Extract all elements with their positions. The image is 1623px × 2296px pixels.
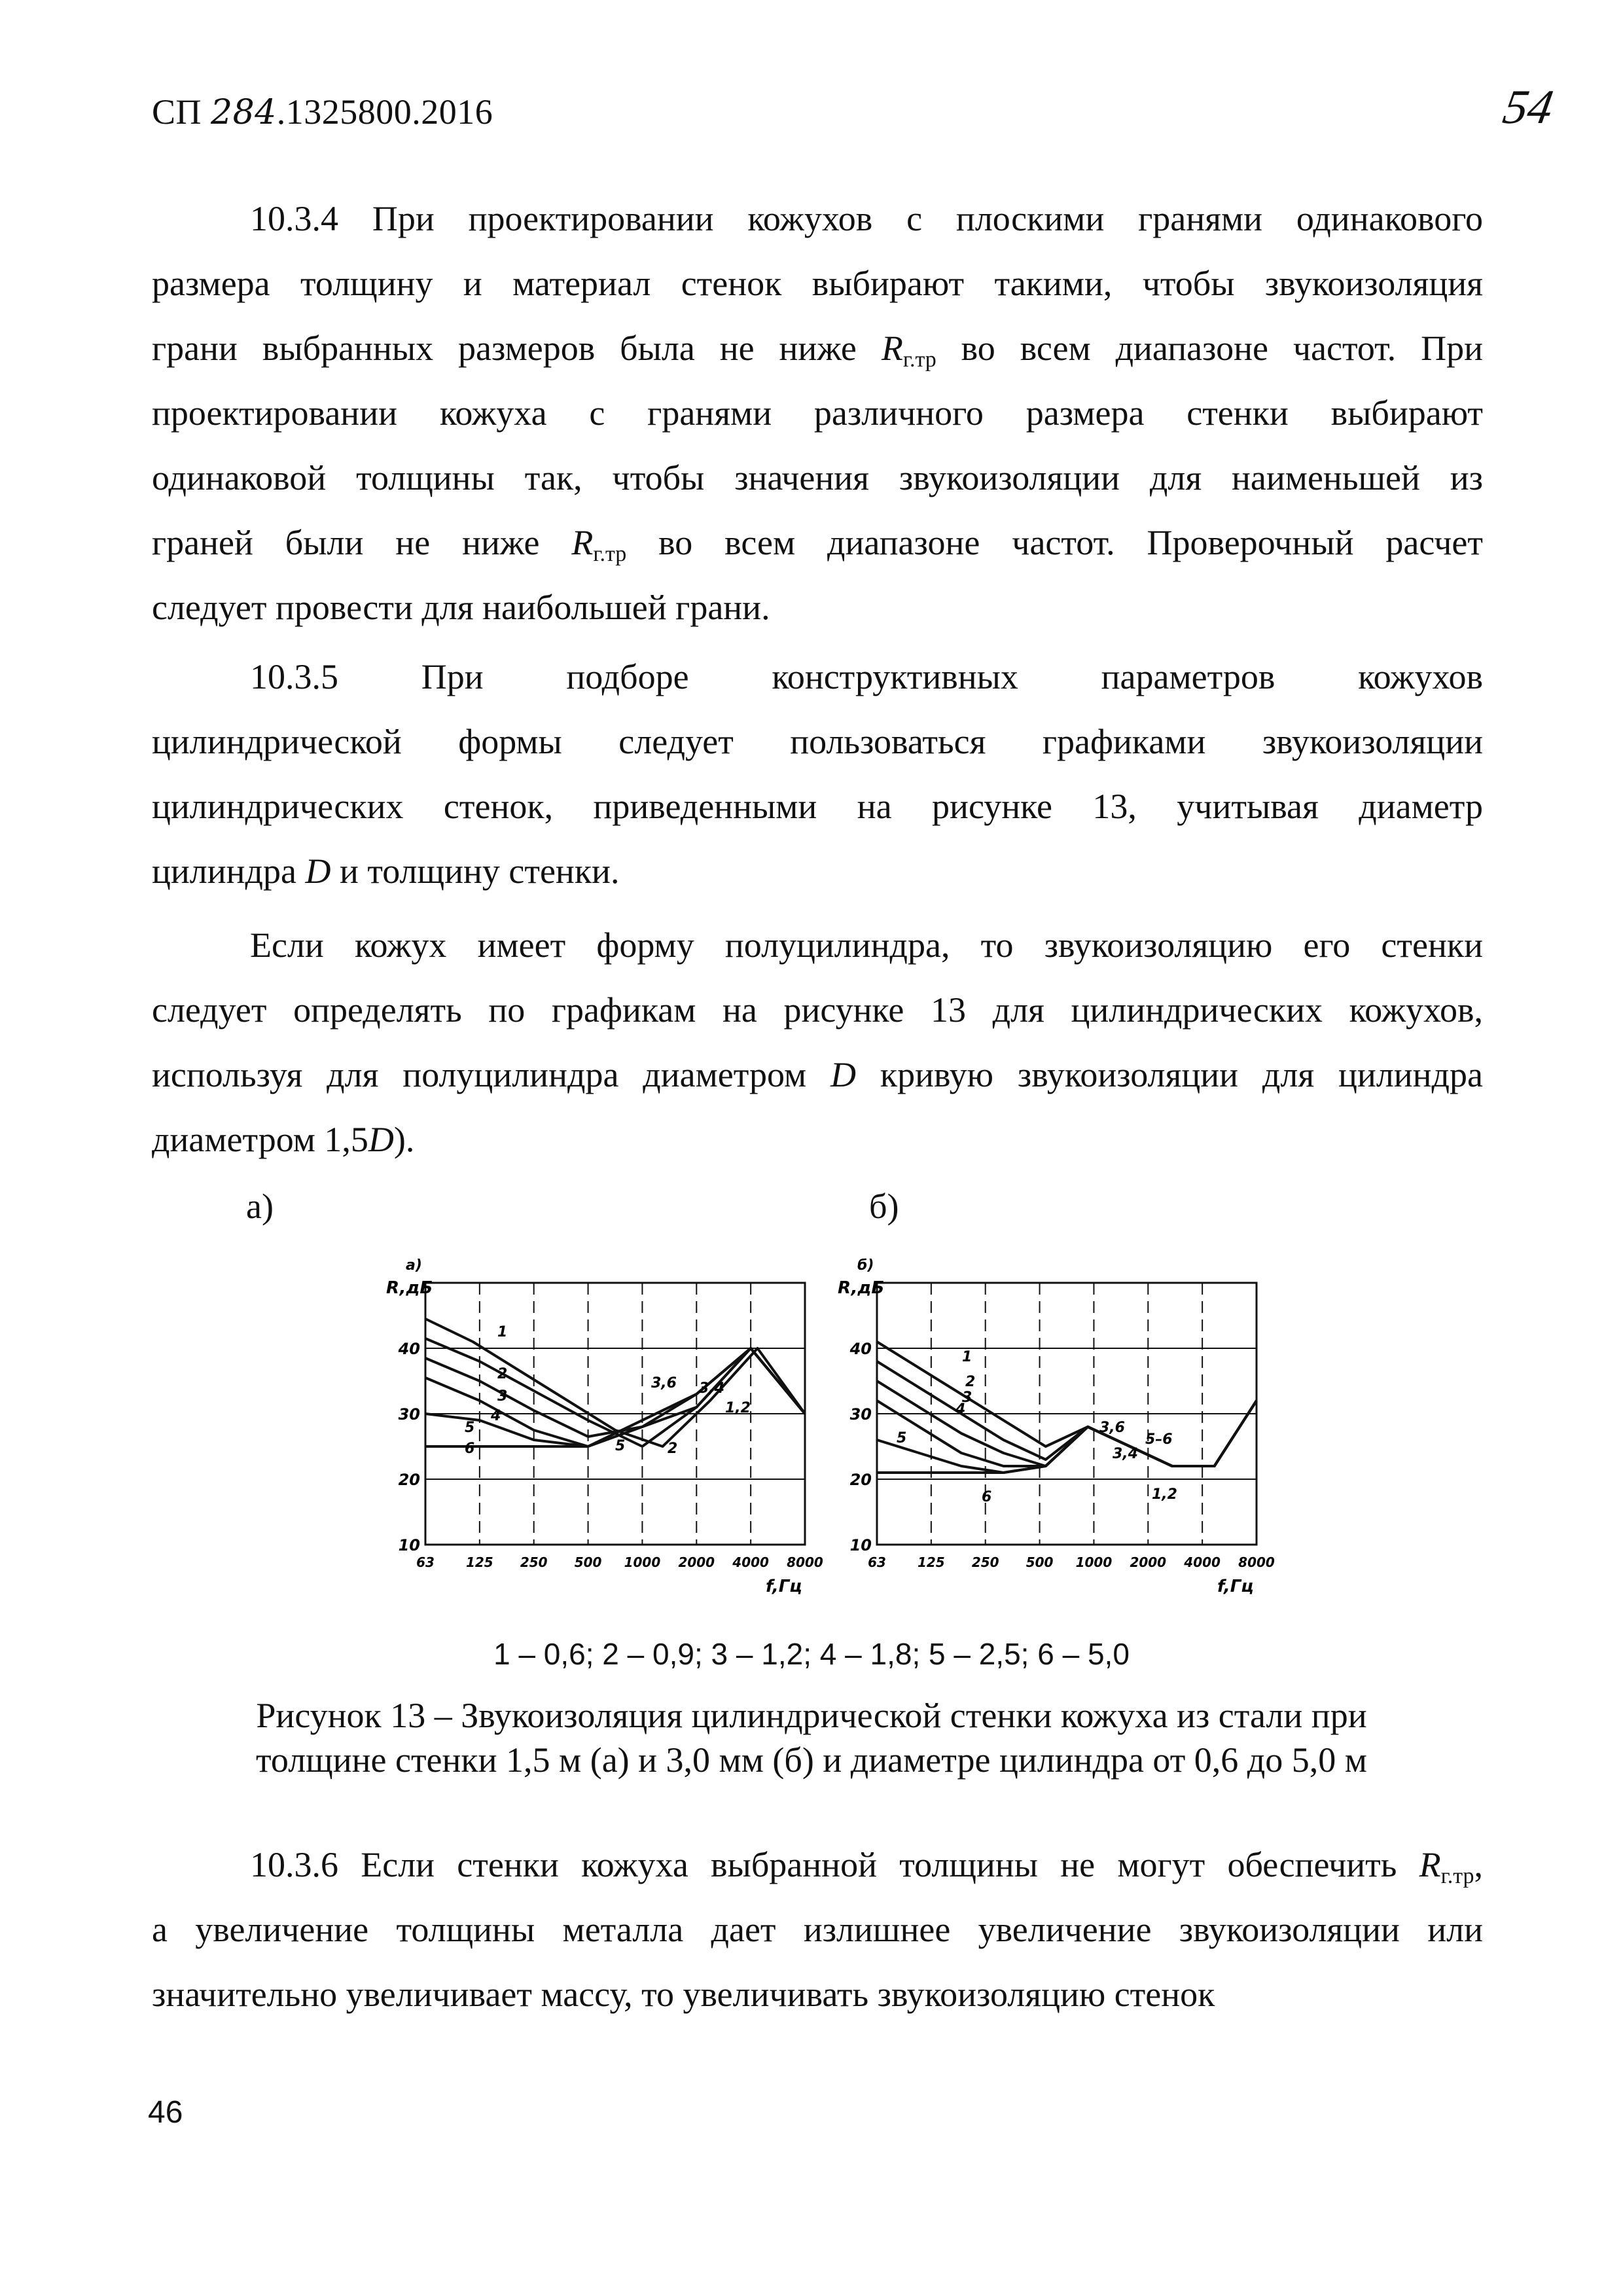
x-tick-label: 4000 (732, 1554, 769, 1570)
handwritten-page-mark: 54 (1499, 81, 1558, 134)
text-line (152, 511, 1483, 575)
text-line: 10.3.5 При подборе конструктивных параметров кожухов (250, 657, 1483, 696)
doc-code-suffix: .1325800.2016 (276, 92, 493, 132)
curve-label: 3 (497, 1388, 508, 1405)
curve-label: 1,2 (725, 1400, 751, 1416)
line-text: 10.3.6 Если стенки кожуха выбранной толщины не могут обеспечить (250, 1845, 1419, 1884)
curve-label: 3,4 (699, 1380, 724, 1397)
text-line: цилиндрических стенок, приведенными на рисунке 13, учитывая диаметр (152, 787, 1483, 826)
italic-symbol: D (305, 852, 331, 891)
x-axis-label: f,Гц (766, 1577, 802, 1596)
subscript: г.тр (593, 542, 627, 566)
curve-label: 1 (962, 1349, 972, 1365)
figure-caption-line-2: толщине стенки 1,5 м (а) и 3,0 мм (б) и диаметре цилиндра от 0,6 до 5,0 м (256, 1740, 1367, 1780)
curve-label: 5 (897, 1430, 907, 1446)
curve-label: 3,6 (1099, 1420, 1125, 1436)
italic-symbol: R (571, 523, 594, 562)
curve-label: 3,4 (1113, 1446, 1138, 1462)
text-line: проектировании кожуха с гранями различного размера стенки выбирают (152, 393, 1483, 433)
x-tick-label: 250 (971, 1554, 999, 1570)
doc-code-handwritten: 284 (211, 93, 277, 132)
italic-symbol: R (881, 329, 903, 368)
x-axis-label: f,Гц (1217, 1577, 1254, 1596)
page-number: 46 (148, 2095, 183, 2130)
curve-label: 4 (491, 1408, 501, 1424)
x-tick-label: 1000 (1075, 1554, 1113, 1570)
curve-label: 6 (465, 1441, 475, 1457)
line-text: диаметром 1,5 (152, 1120, 368, 1159)
curve-label: 1,2 (1152, 1486, 1177, 1503)
x-tick-label: 125 (917, 1554, 945, 1570)
x-tick-label: 63 (868, 1554, 886, 1570)
text-line: цилиндрической формы следует пользоваться графиками звукоизоляции (152, 722, 1483, 761)
x-tick-label: 125 (465, 1554, 493, 1570)
subscript: г.тр (1440, 1864, 1474, 1888)
italic-symbol: D (368, 1120, 394, 1159)
italic-symbol: D (830, 1055, 857, 1094)
doc-code-prefix: СП (152, 92, 211, 132)
line-text: грани выбранных размеров была не ниже (152, 329, 882, 368)
x-tick-label: 500 (574, 1554, 602, 1570)
panel-b-label: б) (869, 1187, 899, 1226)
y-tick-label: 30 (398, 1405, 420, 1424)
figure-caption-line-1: Рисунок 13 – Звукоизоляция цилиндрической стенки кожуха из стали при (256, 1696, 1367, 1735)
y-axis-label: R,дБ (386, 1278, 433, 1298)
line-text: кривую звукоизоляции для цилиндра (856, 1055, 1484, 1094)
x-tick-label: 250 (520, 1554, 548, 1570)
x-tick-label: 2000 (1130, 1554, 1167, 1570)
y-tick-label: 40 (398, 1340, 420, 1358)
x-tick-label: 4000 (1184, 1554, 1221, 1570)
x-tick-label: 63 (416, 1554, 435, 1570)
curve-label: 1 (497, 1324, 508, 1340)
curve-label: 2 (965, 1374, 976, 1390)
curve-label: 3 (962, 1390, 972, 1406)
series-line-3 (877, 1381, 1257, 1466)
x-tick-label: 500 (1026, 1554, 1054, 1570)
text-line: размера толщину и материал стенок выбирают такими, чтобы звукоизоляция (152, 264, 1483, 303)
text-line (152, 316, 1483, 381)
y-tick-label: 40 (849, 1340, 872, 1358)
text-line: одинаковой толщины так, чтобы значения звукоизоляции для наименьшей из (152, 458, 1483, 497)
text-line (152, 1043, 1483, 1107)
line-text: и толщину стенки. (330, 852, 620, 891)
line-text: цилиндра (152, 852, 306, 891)
curve-label: 5 (465, 1420, 475, 1436)
line-text: граней были не ниже (152, 523, 572, 562)
y-tick-label: 10 (849, 1536, 872, 1554)
text-line: следует определять по графикам на рисунке 13 для цилиндрических кожухов, (152, 990, 1483, 1030)
line-text: используя для полуцилиндра диаметром (152, 1055, 831, 1094)
curve-label: 2 (497, 1366, 508, 1382)
x-tick-label: 2000 (678, 1554, 715, 1570)
text-line: а увеличение толщины металла дает излишнее увеличение звукоизоляции или (152, 1910, 1483, 1949)
x-tick-label: 8000 (1238, 1554, 1275, 1570)
figure-legend: 1 – 0,6; 2 – 0,9; 3 – 1,2; 4 – 1,8; 5 – 2,5; 6 – 5,0 (493, 1637, 1130, 1671)
document-code (152, 92, 493, 132)
panel-a-label: а) (246, 1187, 274, 1226)
panel-mark: а) (406, 1257, 422, 1274)
text-line (152, 1107, 1483, 1172)
curve-label: 2 (668, 1441, 678, 1457)
text-line (250, 1833, 1483, 1897)
text-line: значительно увеличивает массу, то увеличивать звукоизоляцию стенок (152, 1975, 1215, 2014)
italic-symbol: R (1419, 1845, 1441, 1884)
line-text: , (1474, 1845, 1483, 1884)
subscript: г.тр (902, 348, 936, 372)
line-text: во всем диапазоне частот. При (936, 329, 1483, 368)
line-text: ). (393, 1120, 415, 1159)
curve-label: 4 (955, 1401, 966, 1418)
x-tick-label: 1000 (624, 1554, 661, 1570)
text-line (152, 839, 1483, 904)
y-tick-label: 20 (849, 1471, 872, 1489)
panel-mark: б) (857, 1257, 874, 1274)
x-tick-label: 8000 (787, 1554, 823, 1570)
y-tick-label: 10 (398, 1536, 420, 1554)
text-line: следует провести для наибольшей грани. (152, 588, 770, 627)
text-line: 10.3.4 При проектировании кожухов с плоскими гранями одинакового (250, 199, 1483, 238)
line-text: во всем диапазоне частот. Проверочный расчет (626, 523, 1483, 562)
y-tick-label: 30 (849, 1405, 872, 1424)
curve-label: 5 (615, 1438, 626, 1454)
chart-panel-b (818, 1257, 1276, 1623)
chart-panel-a (366, 1257, 831, 1623)
text-line: Если кожух имеет форму полуцилиндра, то звукоизоляцию его стенки (250, 925, 1483, 965)
y-tick-label: 20 (398, 1471, 420, 1489)
y-axis-label: R,дБ (838, 1278, 885, 1298)
curve-label: 6 (982, 1489, 992, 1505)
curve-label: 5–6 (1145, 1431, 1173, 1448)
curve-label: 3,6 (651, 1375, 677, 1391)
